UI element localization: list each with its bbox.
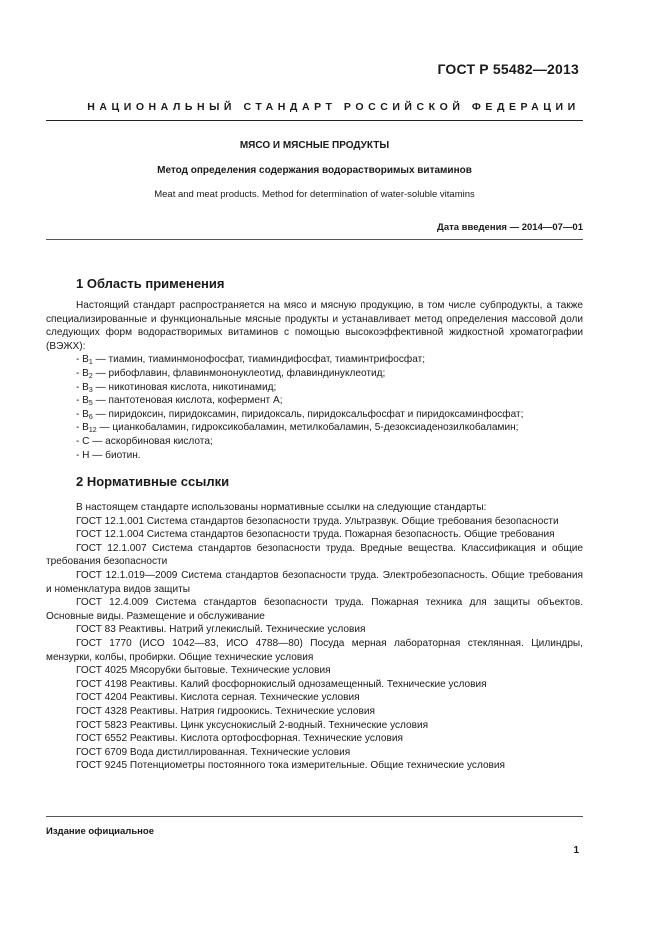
vitamin-list [46,353,583,462]
document-title-english: Meat and meat products. Method for determination of water-soluble vitamins [154,189,475,200]
section-2-heading: 2 Нормативные ссылки [76,474,230,489]
reference-item: ГОСТ 4198 Реактивы. Калий фосфорнокислый однозамещенный. Технические условия [76,678,487,690]
vitamin-list-item: - $В_{12}$ — цианкобаламин, гидроксикобаламин, метилкобаламин, 5-дезоксиаденозилкобаламин; [76,422,519,435]
reference-item: ГОСТ 12.1.019—2009 Система стандартов безопасности труда. Электробезопасность. Общие требования и номенклатура видов защиты [46,569,583,595]
document-title: МЯСО И МЯСНЫЕ ПРОДУКТЫ [239,140,390,151]
scope-paragraph: Настоящий стандарт распространяется на мясо и мясную продукцию, в том числе субпродукты, а также специализированные и функциональные мясные продукты и устанавливает метод определения массовой доли следующих форм водорастворимых витаминов с помощью высокоэффективной жидкостной хроматографии (ВЭЖХ): [46,300,583,352]
date-divider [46,239,583,240]
vitamin-list-item: - $В_6$ — пиридоксин, пиридоксамин, пиридоксаль, пиридоксальфосфат и пиридоксаминфосфат; [76,408,524,421]
reference-item: ГОСТ 83 Реактивы. Натрий углекислый. Технические условия [76,624,366,636]
reference-item: ГОСТ 6552 Реактивы. Кислота ортофосфорная. Технические условия [76,733,403,745]
introduction-date: Дата введения — 2014—07—01 [437,222,583,233]
edition-note: Издание официальное [46,826,154,837]
reference-item: ГОСТ 12.4.009 Система стандартов безопасности труда. Пожарная техника для защиты объектов. Основные виды. Размещение и обслуживание [46,597,583,622]
vitamin-list-item: - $В_3$ — никотиновая кислота, никотинамид; [76,381,277,394]
reference-item: ГОСТ 4204 Реактивы. Кислота серная. Технические условия [76,692,360,704]
vitamin-list-item: - Н — биотин. [76,449,141,461]
reference-item: ГОСТ 4328 Реактивы. Натрия гидроокись. Технические условия [76,705,376,717]
vitamin-list-item: - $В_1$ — тиамин, тиаминмонофосфат, тиаминдифосфат, тиаминтрифосфат; [76,354,426,367]
reference-item: ГОСТ 9245 Потенциометры постоянного тока измерительные. Общие технические условия [76,760,506,772]
gost-number: ГОСТ Р 55482—2013 [437,61,579,77]
header-divider [46,120,583,121]
reference-item: ГОСТ 12.1.001 Система стандартов безопасности труда. Ультразвук. Общие требования безопасности [76,515,559,527]
references-intro: В настоящем стандарте использованы нормативные ссылки на следующие стандарты: [76,502,487,513]
footer-divider [46,816,583,817]
reference-list [46,515,583,773]
section-1-body [46,299,583,462]
reference-item: ГОСТ 5823 Реактивы. Цинк уксуснокислый 2-водный. Технические условия [76,719,429,731]
vitamin-list-item: - $В_5$ — пантотеновая кислота, кофермент А; [76,395,283,408]
vitamin-list-item: - С — аскорбиновая кислота; [76,435,213,447]
reference-item: ГОСТ 4025 Мясорубки бытовые. Технические условия [76,665,331,677]
reference-item: ГОСТ 6709 Вода дистиллированная. Технические условия [76,746,351,758]
vitamin-list-item: - $В_2$ — рибофлавин, флавинмононуклеотид, флавиндинуклеотид; [76,367,386,380]
reference-item: ГОСТ 12.1.007 Система стандартов безопасности труда. Вредные вещества. Классификация и общие требования безопасности [46,542,583,568]
document-subtitle: Метод определения содержания водорастворимых витаминов [157,165,472,176]
section-2-body [46,501,583,773]
section-1-heading: 1 Область применения [76,276,225,291]
page-number: 1 [573,845,579,856]
reference-item: ГОСТ 12.1.004 Система стандартов безопасности труда. Пожарная безопасность. Общие требования [76,529,555,541]
national-standard-heading: НАЦИОНАЛЬНЫЙ СТАНДАРТ РОССИЙСКОЙ ФЕДЕРАЦИИ [87,101,580,113]
reference-item: ГОСТ 1770 (ИСО 1042—83, ИСО 4788—80) Посуда мерная лабораторная стеклянная. Цилиндры, мензурки, колбы, пробирки. Общие технические условия [46,637,583,663]
